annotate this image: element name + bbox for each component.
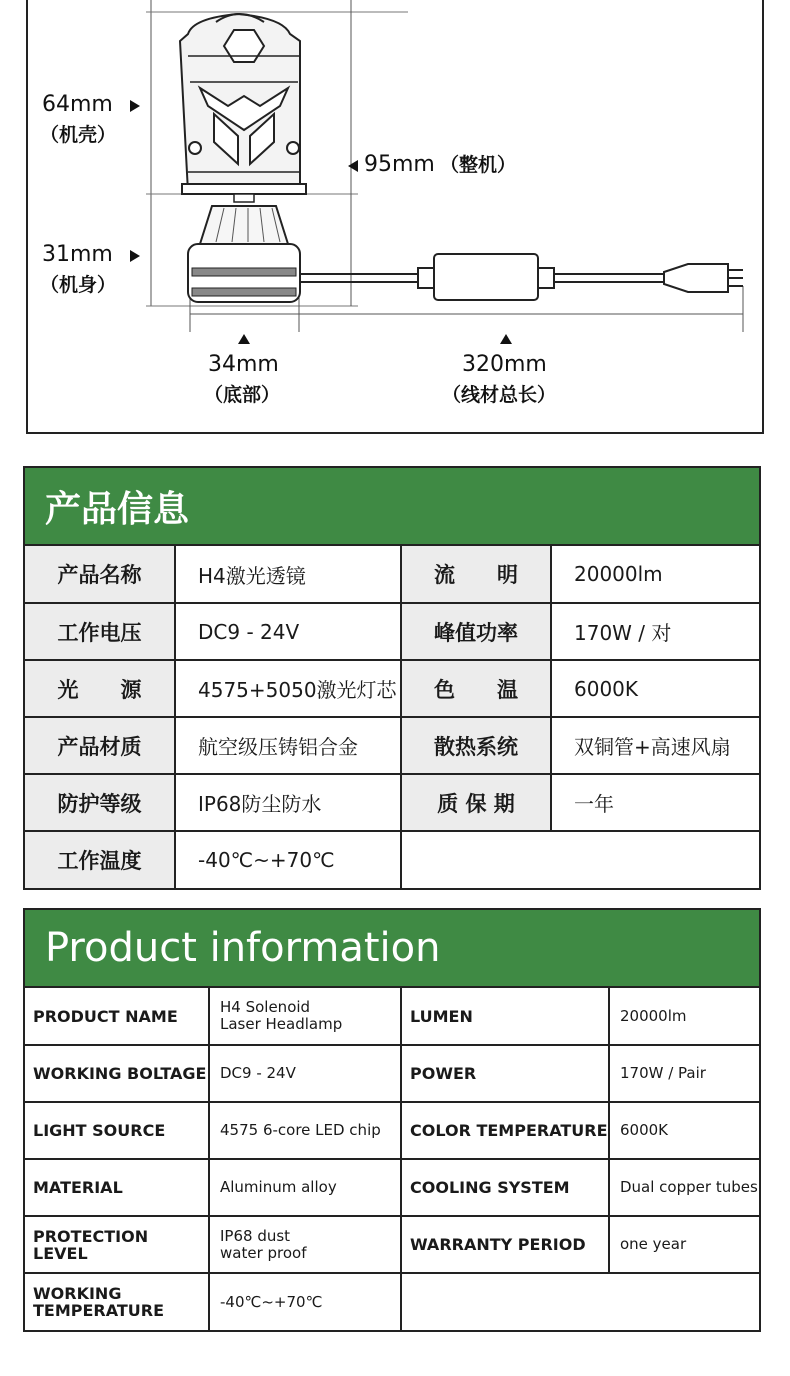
spec-value: 一年: [551, 774, 759, 831]
total-height-value: 95mm: [364, 152, 435, 177]
spec-value: 6000K: [551, 660, 759, 717]
spec-value: Dual copper tubes: [609, 1159, 759, 1216]
headlamp-drawing: [28, 0, 766, 434]
spec-label: WORKING TEMPERATURE: [25, 1273, 209, 1330]
spec-label: POWER: [401, 1045, 609, 1102]
spec-label: COLOR TEMPERATURE: [401, 1102, 609, 1159]
spec-value: 20000lm: [551, 546, 759, 603]
base-width-value: 34mm: [208, 352, 279, 377]
spec-label: 产品名称: [25, 546, 175, 603]
spec-value: one year: [609, 1216, 759, 1273]
spec-label: 工作电压: [25, 603, 175, 660]
base-height-value: 31mm: [42, 242, 113, 267]
spec-value: IP68 dust water proof: [209, 1216, 401, 1273]
table-row: [25, 831, 759, 888]
spec-value: Aluminum alloy: [209, 1159, 401, 1216]
table-row: [25, 774, 759, 831]
spec-label: [401, 831, 759, 888]
table-row: [25, 1159, 759, 1216]
table-row: [25, 1273, 759, 1330]
spec-label: WORKING BOLTAGE: [25, 1045, 209, 1102]
table-row: [25, 1045, 759, 1102]
spec-label: 色 温: [401, 660, 551, 717]
spec-label: LIGHT SOURCE: [25, 1102, 209, 1159]
spec-value: 170W / 对: [551, 603, 759, 660]
spec-value: H4 Solenoid Laser Headlamp: [209, 988, 401, 1045]
spec-label: 光 源: [25, 660, 175, 717]
total-height-part: （整机）: [440, 154, 517, 176]
spec-value: IP68防尘防水: [175, 774, 401, 831]
spec-table-cn: [23, 466, 761, 890]
dimension-diagram: [26, 0, 764, 434]
spec-label: MATERIAL: [25, 1159, 209, 1216]
spec-value: 双铜管+高速风扇: [551, 717, 759, 774]
spec-table-en-grid: [25, 988, 759, 1330]
body-height-part: （机壳）: [40, 124, 117, 146]
spec-label: 质 保 期: [401, 774, 551, 831]
spec-label: 防护等级: [25, 774, 175, 831]
table-row: [25, 660, 759, 717]
spec-value: DC9 - 24V: [175, 603, 401, 660]
body-height-value: 64mm: [42, 92, 113, 117]
table-row: [25, 1216, 759, 1273]
cable-length-value: 320mm: [462, 352, 547, 377]
spec-label: PROTECTION LEVEL: [25, 1216, 209, 1273]
spec-label: WARRANTY PERIOD: [401, 1216, 609, 1273]
table-row: [25, 546, 759, 603]
cable-length-part: （线材总长）: [442, 384, 557, 406]
spec-label: 流 明: [401, 546, 551, 603]
table-row: [25, 988, 759, 1045]
base-height-part: （机身）: [40, 274, 117, 296]
spec-label: PRODUCT NAME: [25, 988, 209, 1045]
spec-value: 4575+5050激光灯芯: [175, 660, 401, 717]
spec-value: -40℃~+70℃: [209, 1273, 401, 1330]
spec-table-en-title: Product information: [25, 910, 759, 988]
spec-label: 工作温度: [25, 831, 175, 888]
spec-label: [401, 1273, 759, 1330]
table-row: [25, 1102, 759, 1159]
spec-label: 散热系统: [401, 717, 551, 774]
base-width-part: （底部）: [204, 384, 281, 406]
spec-value: H4激光透镜: [175, 546, 401, 603]
table-row: [25, 603, 759, 660]
spec-table-cn-grid: [25, 546, 759, 888]
spec-label: 产品材质: [25, 717, 175, 774]
spec-label: 峰值功率: [401, 603, 551, 660]
spec-value: 航空级压铸铝合金: [175, 717, 401, 774]
spec-value: 20000lm: [609, 988, 759, 1045]
spec-table-en: [23, 908, 761, 1332]
spec-label: LUMEN: [401, 988, 609, 1045]
spec-value: 6000K: [609, 1102, 759, 1159]
table-row: [25, 717, 759, 774]
spec-value: 4575 6-core LED chip: [209, 1102, 401, 1159]
spec-value: 170W / Pair: [609, 1045, 759, 1102]
spec-label: COOLING SYSTEM: [401, 1159, 609, 1216]
spec-value: -40℃~+70℃: [175, 831, 401, 888]
spec-table-cn-title: 产品信息: [25, 468, 759, 546]
spec-value: DC9 - 24V: [209, 1045, 401, 1102]
